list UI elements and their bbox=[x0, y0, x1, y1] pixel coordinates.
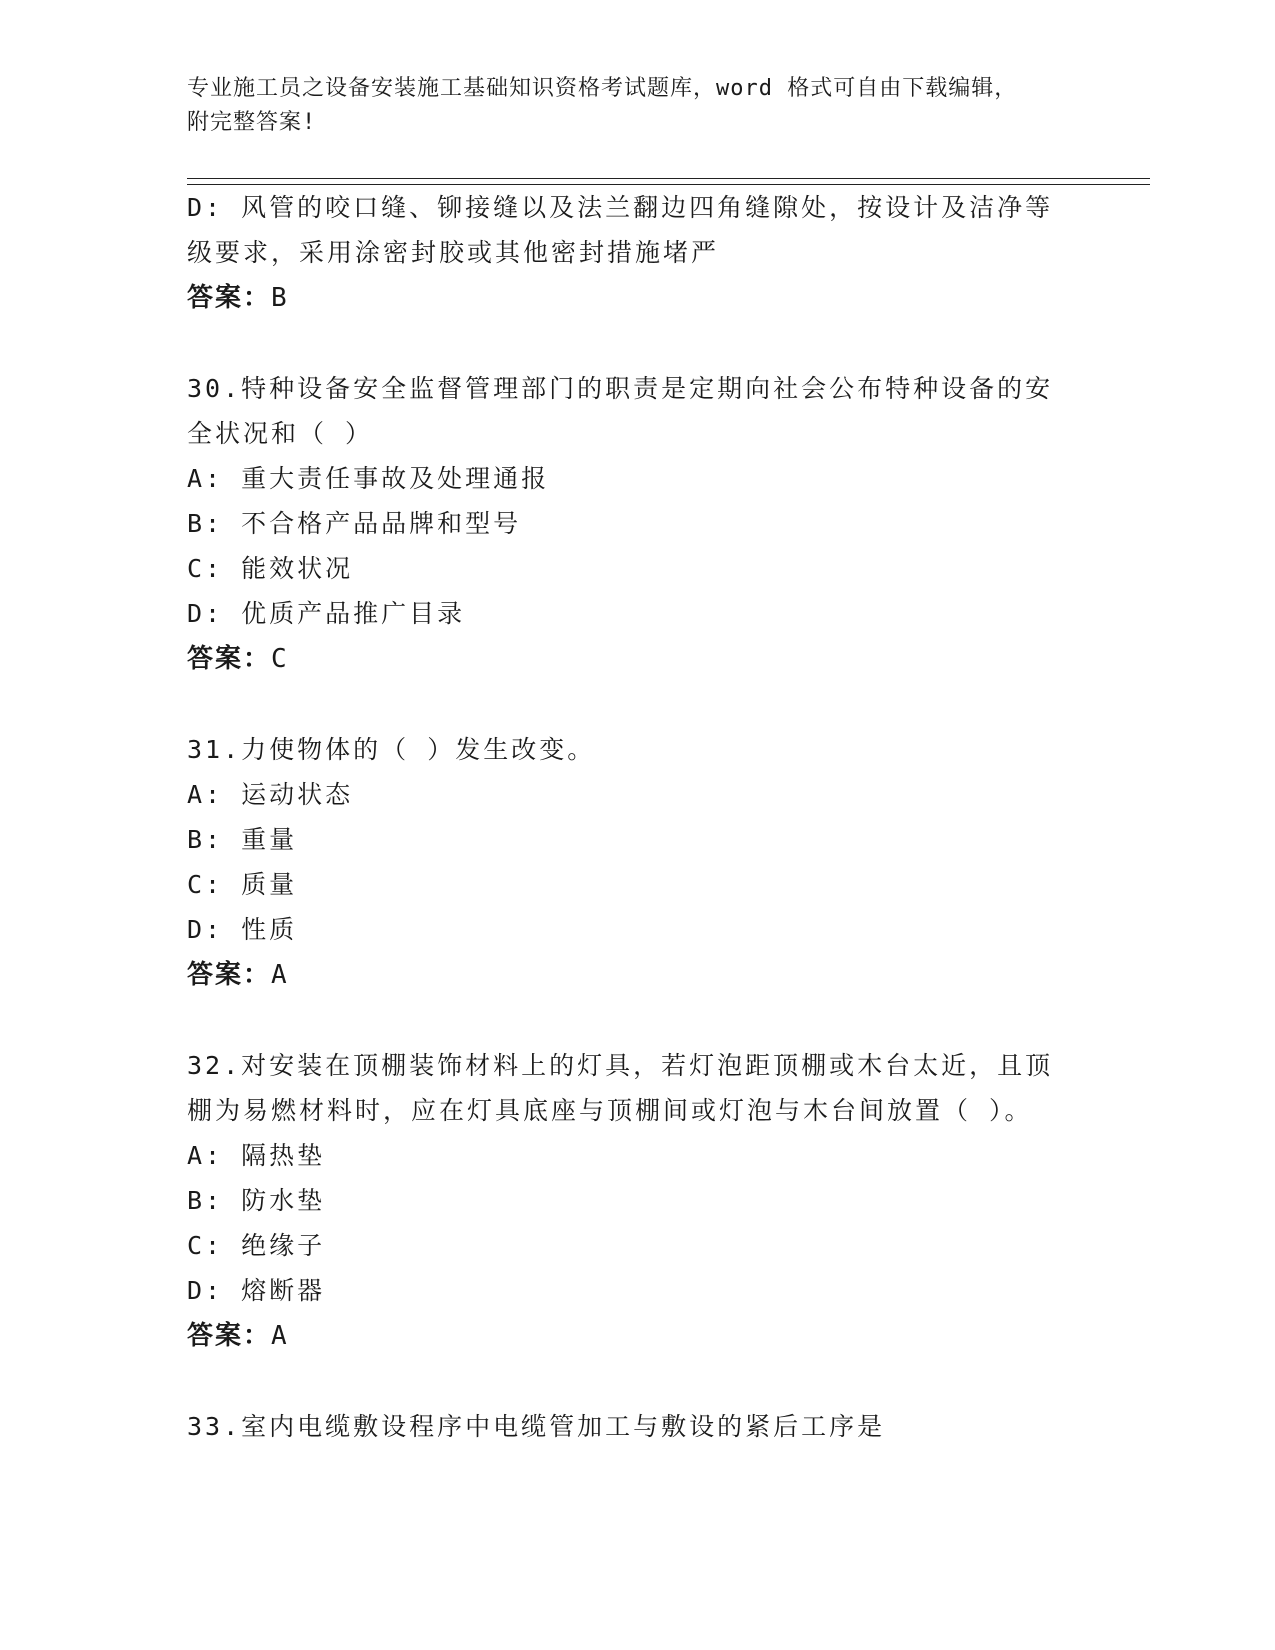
option-b: B: 防水垫 bbox=[187, 1186, 326, 1215]
question-answer bbox=[187, 952, 1087, 998]
option-c: C: 能效状况 bbox=[187, 554, 354, 583]
option-d: D: 性质 bbox=[187, 915, 298, 944]
option-a: A: 运动状态 bbox=[187, 780, 354, 809]
document-header bbox=[187, 72, 1087, 140]
option-d: D: 优质产品推广目录 bbox=[187, 599, 466, 628]
question-stem: 31.力使物体的（ ）发生改变。 bbox=[187, 735, 596, 764]
question-stem: 全状况和（ ） bbox=[187, 419, 374, 448]
prev-question-option-d bbox=[187, 185, 1087, 275]
answer-label: 答案： bbox=[187, 960, 272, 990]
question-33 bbox=[187, 1404, 1087, 1449]
question-answer bbox=[187, 636, 1087, 682]
question-stem: 33.室内电缆敷设程序中电缆管加工与敷设的紧后工序是 bbox=[187, 1412, 886, 1441]
answer-label: 答案： bbox=[187, 1321, 272, 1351]
option-a: A: 隔热垫 bbox=[187, 1141, 326, 1170]
answer-label: 答案： bbox=[187, 644, 272, 674]
option-c: C: 绝缘子 bbox=[187, 1231, 326, 1260]
header-divider-top bbox=[187, 178, 1150, 179]
answer-value: B bbox=[271, 283, 289, 313]
option-b: B: 不合格产品品牌和型号 bbox=[187, 509, 522, 538]
header-line-1: 专业施工员之设备安装施工基础知识资格考试题库，word 格式可自由下载编辑， bbox=[187, 76, 1018, 101]
spacer bbox=[187, 998, 1087, 1043]
question-30 bbox=[187, 366, 1087, 682]
option-c: C: 质量 bbox=[187, 870, 298, 899]
spacer bbox=[187, 321, 1087, 366]
header-line-2: 附完整答案! bbox=[187, 110, 317, 135]
option-b: B: 重量 bbox=[187, 825, 298, 854]
prev-question-answer bbox=[187, 275, 1087, 321]
question-32 bbox=[187, 1043, 1087, 1359]
option-a: A: 重大责任事故及处理通报 bbox=[187, 464, 550, 493]
answer-label: 答案： bbox=[187, 283, 272, 313]
answer-value: A bbox=[271, 1321, 289, 1351]
answer-value: A bbox=[271, 960, 289, 990]
question-stem: 棚为易燃材料时，应在灯具底座与顶棚间或灯泡与木台间放置（ ）。 bbox=[187, 1096, 1033, 1125]
question-stem: 32.对安装在顶棚装饰材料上的灯具，若灯泡距顶棚或木台太近，且顶 bbox=[187, 1051, 1054, 1080]
question-31 bbox=[187, 727, 1087, 998]
option-text-line: D: 风管的咬口缝、铆接缝以及法兰翻边四角缝隙处，按设计及洁净等 bbox=[187, 193, 1054, 222]
option-d: D: 熔断器 bbox=[187, 1276, 326, 1305]
question-stem: 30.特种设备安全监督管理部门的职责是定期向社会公布特种设备的安 bbox=[187, 374, 1054, 403]
spacer bbox=[187, 1359, 1087, 1404]
question-answer bbox=[187, 1313, 1087, 1359]
spacer bbox=[187, 682, 1087, 727]
option-text-line: 级要求，采用涂密封胶或其他密封措施堵严 bbox=[187, 238, 720, 267]
answer-value: C bbox=[271, 644, 289, 674]
document-body bbox=[187, 185, 1087, 1449]
